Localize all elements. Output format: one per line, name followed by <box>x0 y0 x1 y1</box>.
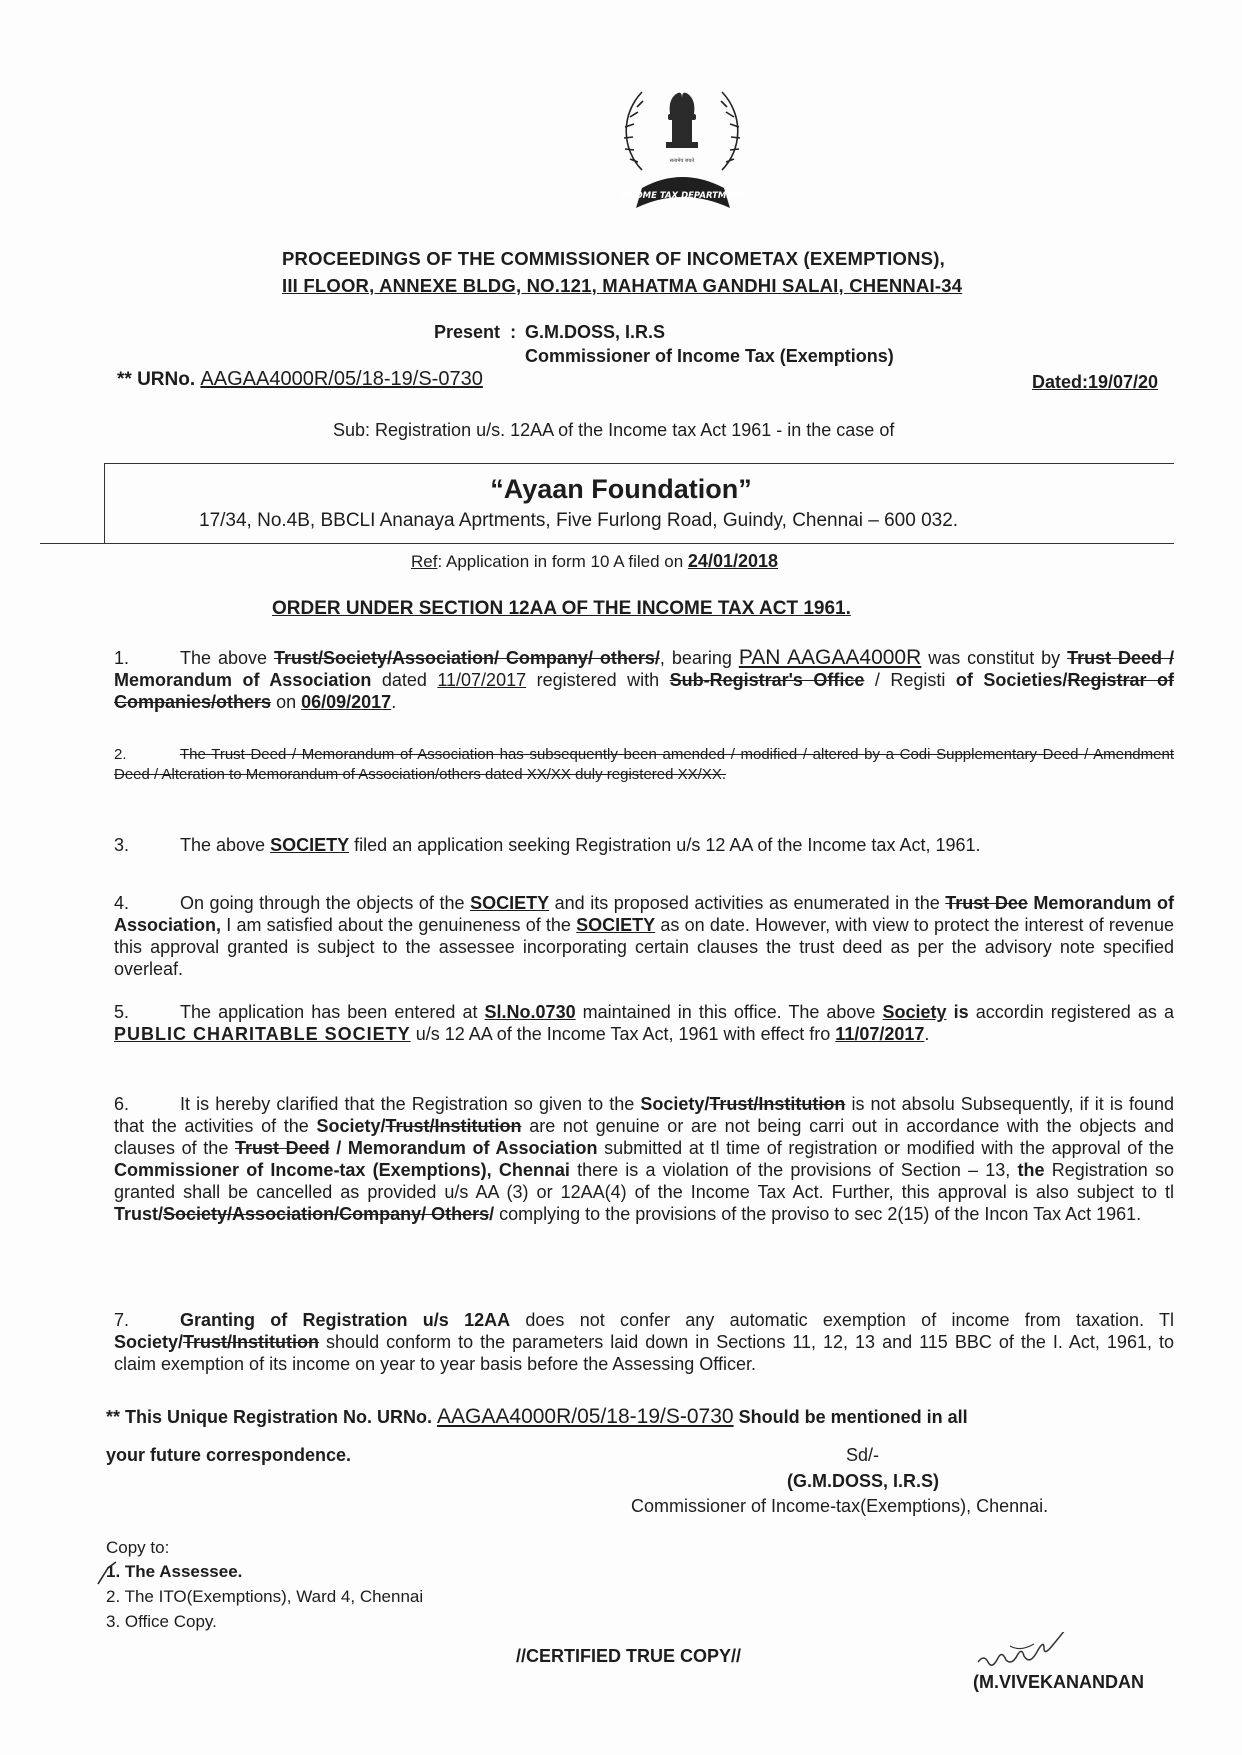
text: I am satisfied about the genuineness of the <box>226 915 571 935</box>
struck-text: Trust/Society/Association/ Company/ others/ <box>273 648 660 668</box>
copy-item: 3. Office Copy. <box>106 1612 217 1631</box>
text: registered with <box>536 670 660 690</box>
present-designation: Commissioner of Income Tax (Exemptions) <box>525 346 894 366</box>
paragraph-3 <box>114 834 1174 856</box>
bold-text: is <box>953 1002 969 1022</box>
para-number: 4. <box>114 893 130 913</box>
text: On going through the objects of the <box>180 893 465 913</box>
bold-text: Memorandum of Association, <box>114 893 1174 935</box>
serial-number: Sl.No.0730 <box>484 1002 576 1022</box>
paragraph-4 <box>114 892 1174 980</box>
bold-text: the <box>1017 1160 1045 1180</box>
struck-text: Trust Deed / <box>1067 648 1174 668</box>
society-word: SOCIETY <box>470 893 550 913</box>
bold-text: Trust/ <box>114 1204 164 1224</box>
order-title-text: ORDER UNDER SECTION 12AA OF THE INCOME TAX ACT 1961 <box>272 598 846 619</box>
struck-text: Sub-Registrar's Office <box>669 670 865 690</box>
text: should conform to the parameters laid down in Sections 11, 12, 13 and 115 BBC of the I. Act, 1961, to claim exemption of its income on year to year basis before the Assessing Officer. <box>114 1332 1174 1374</box>
text: Should be mentioned in all <box>738 1407 968 1427</box>
certified-true-copy: //CERTIFIED TRUE COPY// <box>516 1646 742 1666</box>
order-title <box>272 598 851 620</box>
struck-text: Trust/Institution <box>385 1116 522 1136</box>
text: The application has been entered at <box>180 1002 478 1022</box>
income-tax-emblem <box>612 70 752 226</box>
effective-date: 11/07/2017 <box>835 1024 925 1044</box>
signed-mark: Sd/- <box>846 1445 880 1465</box>
proceedings-title: PROCEEDINGS OF THE COMMISSIONER OF INCOMETAX (EXEMPTIONS), <box>282 248 945 269</box>
present-label: Present <box>434 322 501 342</box>
order-title-end: . <box>845 598 851 619</box>
text: does not confer any automatic exemption of income from taxation. Tl <box>525 1310 1175 1330</box>
society-word: SOCIETY <box>576 915 656 935</box>
text: . <box>391 692 397 712</box>
box-border-bottom <box>40 543 1174 544</box>
para-number: 2. <box>114 746 127 763</box>
present-colon: : <box>510 322 517 342</box>
text: . <box>924 1024 930 1044</box>
text: The above <box>180 648 267 668</box>
text: It is hereby clarified that the Registration so given to the <box>180 1094 635 1114</box>
text: dated <box>381 670 427 690</box>
para-number: 5. <box>114 1002 130 1022</box>
present-name: G.M.DOSS, I.R.S <box>525 322 666 342</box>
text: are not genuine or are not being carri out in accordance with the objects and clauses of the <box>114 1116 1174 1158</box>
ref-label: Ref <box>411 552 438 571</box>
public-charitable-society: PUBLIC CHARITABLE SOCIETY <box>114 1024 411 1044</box>
text: is not absolu Subsequently, if it is found that the activities of the <box>114 1094 1174 1136</box>
reference-line <box>411 551 778 572</box>
struck-text: Registrar of Companies/others <box>114 670 1174 712</box>
text: complying to the provisions of the proviso to sec 2(15) of the Incon Tax Act 1961. <box>499 1204 1142 1224</box>
society-word: Society <box>882 1002 947 1022</box>
struck-text: Trust Deed <box>234 1138 330 1158</box>
box-border-top <box>104 463 1174 464</box>
struck-text: Society/Association/Company/ Others <box>163 1204 490 1224</box>
bold-text: Commissioner of Income-tax (Exemptions), Chennai <box>114 1160 570 1180</box>
text: there is a violation of the provisions of Section – 13, <box>577 1160 1011 1180</box>
tick-mark-icon <box>94 1558 134 1588</box>
text: filed an application seeking Registration u/s 12 AA of the Income tax Act, 1961. <box>354 835 981 855</box>
text: submitted at tl time of registration or modified with the approval of the <box>604 1138 1174 1158</box>
bold-text: Society/ <box>114 1332 184 1352</box>
ref-text: : Application in form 10 A filed on <box>437 552 684 571</box>
copy-item: 1. The Assessee. <box>106 1562 243 1581</box>
bold-text: Granting of Registration u/s 12AA <box>180 1310 511 1330</box>
struck-text: Trust/Institution <box>709 1094 846 1114</box>
para-number: 1. <box>114 648 130 668</box>
text: The above <box>180 835 266 855</box>
bold-text: Memorandum of Association <box>114 670 372 690</box>
text: accordin registered as a <box>975 1002 1174 1022</box>
copy-item: 2. The ITO(Exemptions), Ward 4, Chennai <box>106 1587 424 1606</box>
certifier-name: (M.VIVEKANANDAN <box>973 1672 1144 1692</box>
text: Registration so granted shall be cancelled as provided u/s AA (3) or 12AA(4) of the Income Tax Act. Further, this approval is also subject to tl <box>114 1160 1174 1202</box>
bold-text: Society/ <box>316 1116 386 1136</box>
para-number: 7. <box>114 1310 130 1330</box>
signatory-name: (G.M.DOSS, I.R.S) <box>787 1471 940 1491</box>
society-word: SOCIETY <box>270 835 350 855</box>
bold-text: of Societies/ <box>955 670 1068 690</box>
struck-text: Trust Dee <box>945 893 1028 913</box>
paragraph-2 <box>114 745 1174 785</box>
urn-value: AAGAA4000R/05/18-19/S-0730 <box>437 1405 734 1428</box>
bold-text: / Memorandum of Association <box>336 1138 598 1158</box>
signatory-designation: Commissioner of Income-tax(Exemptions), Chennai. <box>631 1496 1049 1516</box>
dated: Dated:19/07/20 <box>1032 372 1159 392</box>
present-label-line <box>434 322 516 343</box>
bold-text: Society/ <box>640 1094 710 1114</box>
copy-to-label: Copy to: <box>106 1538 170 1557</box>
urn-note-continued: your future correspondence. <box>106 1445 352 1465</box>
text: , bearing <box>659 648 732 668</box>
subject-line: Sub: Registration u/s. 12AA of the Income tax Act 1961 - in the case of <box>333 420 895 440</box>
text: / Registi <box>874 670 946 690</box>
text: maintained in this office. The above <box>582 1002 876 1022</box>
pan-number: PAN AAGAA4000R <box>738 646 922 669</box>
urn-line <box>117 368 483 391</box>
text: u/s 12 AA of the Income Tax Act, 1961 with effect fro <box>415 1024 831 1044</box>
text: as on date. However, with view to protect the interest of revenue this approval granted is subject to the assessee incorporating certain clauses the trust deed as per the advisory note specified overleaf. <box>114 915 1174 979</box>
organization-name: “Ayaan Foundation” <box>490 474 752 504</box>
paragraph-7 <box>114 1309 1174 1375</box>
ref-date: 24/01/2018 <box>687 551 779 571</box>
urn-note <box>106 1405 968 1429</box>
text: was constitut <box>928 648 1035 668</box>
urn-label: ** URNo. <box>117 369 196 390</box>
urn-value: AAGAA4000R/05/18-19/S-0730 <box>200 368 483 390</box>
struck-text: Trust/Institution <box>183 1332 320 1352</box>
struck-text: The Trust Deed / Memorandum of Association has subsequently been amended / modified / altered by a Codi Supplementary Deed / Amendment Deed / Alteration to Memorandum of Association/others dated XX/XX duly registered XX/XX. <box>114 746 1174 783</box>
paragraph-5 <box>114 1001 1174 1045</box>
office-address: III FLOOR, ANNEXE BLDG, NO.121, MAHATMA GANDHI SALAI, CHENNAI-34 <box>282 275 963 296</box>
para-number: 3. <box>114 835 130 855</box>
bold-text: / <box>489 1204 495 1224</box>
text: on <box>276 692 297 712</box>
text: and its proposed activities as enumerated in the <box>554 893 940 913</box>
text: ** This Unique Registration No. URNo. <box>106 1407 433 1427</box>
svg-text:सत्यमेव जयते: सत्यमेव जयते <box>669 158 695 164</box>
date: 11/07/2017 <box>437 670 527 690</box>
para-number: 6. <box>114 1094 130 1114</box>
paragraph-1 <box>114 647 1174 713</box>
organization-address: 17/34, No.4B, BBCLI Ananaya Aprtments, Five Furlong Road, Guindy, Chennai – 600 032. <box>199 510 959 531</box>
paragraph-6 <box>114 1093 1174 1225</box>
emblem-text: INCOME TAX DEPARTMENT <box>618 191 746 201</box>
text: by <box>1041 648 1061 668</box>
date: 06/09/2017 <box>301 692 392 712</box>
